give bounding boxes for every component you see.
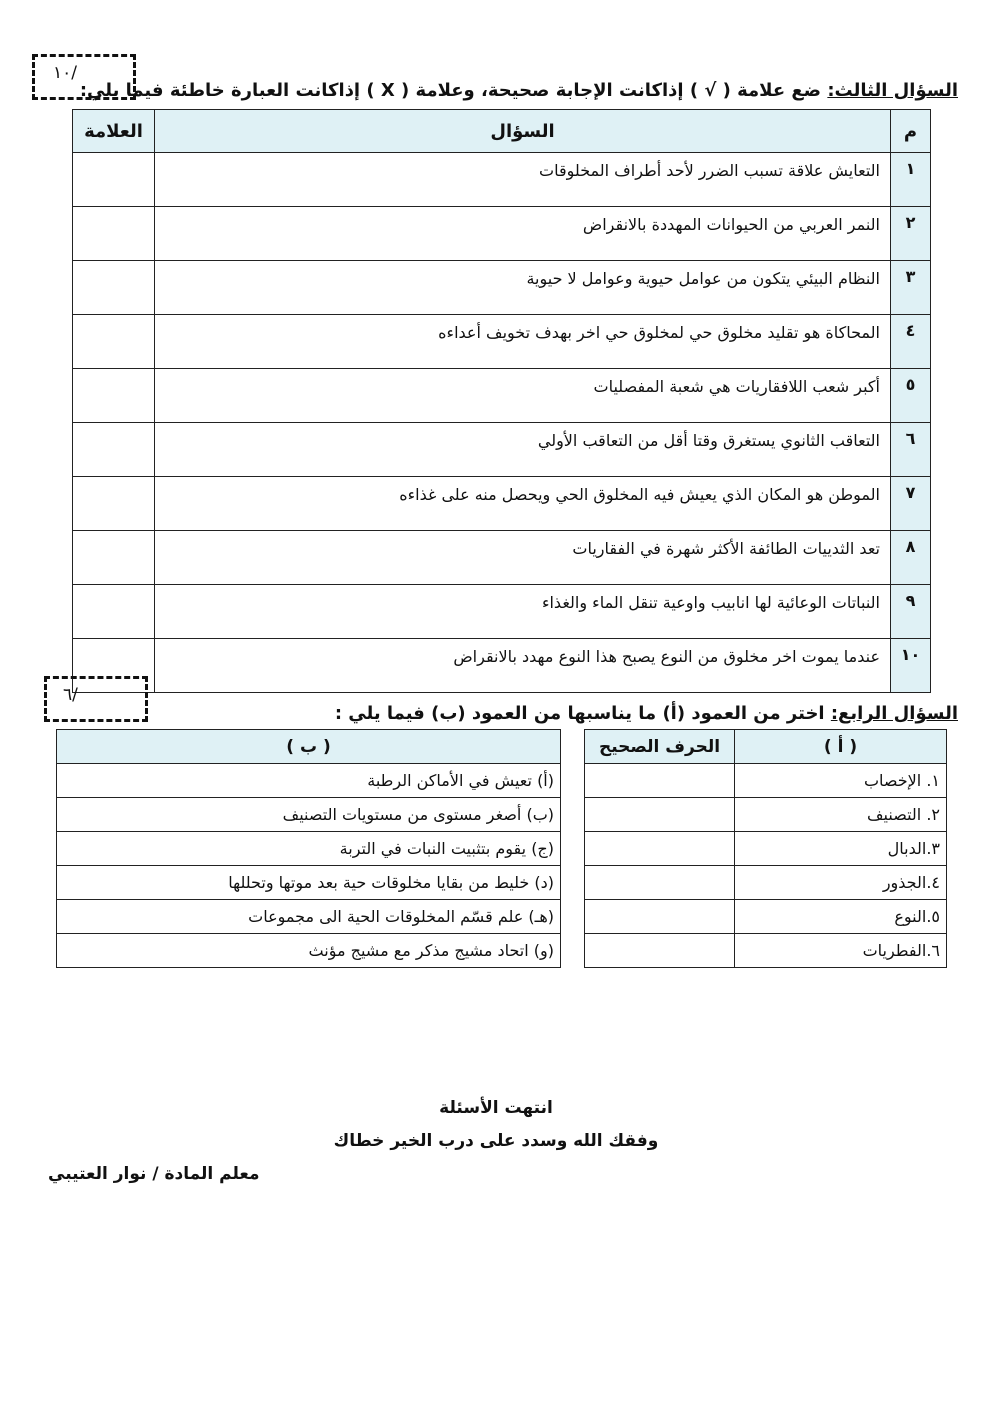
answer-cell[interactable] <box>73 423 155 477</box>
letter-answer-cell[interactable] <box>585 934 735 968</box>
table-row <box>73 585 931 639</box>
col-b-item: (د) خليط من بقايا مخلوقات حية بعد موتها وتحللها <box>57 866 561 900</box>
row-statement: أكبر شعب اللافقاريات هي شعبة المفصليات <box>155 369 891 423</box>
letter-answer-cell[interactable] <box>585 866 735 900</box>
q4-column-a-table <box>584 729 947 968</box>
answer-cell[interactable] <box>73 369 155 423</box>
teacher-signature: معلم المادة / نوار العتيبي <box>48 1164 260 1184</box>
table-row <box>73 477 931 531</box>
table-row <box>585 832 947 866</box>
row-statement: عندما يموت اخر مخلوق من النوع يصبح هذا النوع مهدد بالانقراض <box>155 639 891 693</box>
table-row <box>57 934 561 968</box>
col-a-item: ٥.النوع <box>735 900 947 934</box>
table-row <box>585 798 947 832</box>
col-b-item: (أ) تعيش في الأماكن الرطبة <box>57 764 561 798</box>
table-row <box>57 832 561 866</box>
row-num: ٢ <box>891 207 931 261</box>
letter-answer-cell[interactable] <box>585 832 735 866</box>
table-row <box>73 153 931 207</box>
letter-answer-cell[interactable] <box>585 764 735 798</box>
end-of-questions: انتهت الأسئلة <box>439 1098 553 1118</box>
row-num: ٦ <box>891 423 931 477</box>
col-letter-header: الحرف الصحيح <box>585 730 735 764</box>
row-num: ٧ <box>891 477 931 531</box>
table-row <box>73 315 931 369</box>
table-row <box>73 639 931 693</box>
row-num: ٨ <box>891 531 931 585</box>
row-num: ٩ <box>891 585 931 639</box>
q3-heading-text: ضع علامة ( √ ) إذاكانت الإجابة صحيحة، وعلامة ( X ) إذاكانت العبارة خاطئة فيما يلي: <box>79 80 828 101</box>
col-a-header: ( أ ) <box>735 730 947 764</box>
table-row <box>585 866 947 900</box>
table-row <box>57 764 561 798</box>
answer-cell[interactable] <box>73 531 155 585</box>
row-statement: تعد الثدييات الطائفة الأكثر شهرة في الفقاريات <box>155 531 891 585</box>
row-statement: النمر العربي من الحيوانات المهددة بالانقراض <box>155 207 891 261</box>
q3-heading <box>80 80 958 101</box>
q3-header-mark: العلامة <box>73 110 155 153</box>
row-statement: النظام البيئي يتكون من عوامل حيوية وعوامل لا حيوية <box>155 261 891 315</box>
q3-table <box>72 109 931 693</box>
table-row <box>57 798 561 832</box>
table-row <box>585 934 947 968</box>
table-row <box>585 900 947 934</box>
table-row <box>73 423 931 477</box>
answer-cell[interactable] <box>73 315 155 369</box>
col-a-item: ٣.الدبال <box>735 832 947 866</box>
col-a-item: ٢. التصنيف <box>735 798 947 832</box>
q3-score: ١٠/ <box>53 63 77 83</box>
row-statement: التعاقب الثانوي يستغرق وقتا أقل من التعاقب الأولي <box>155 423 891 477</box>
col-b-item: (و) اتحاد مشيج مذكر مع مشيج مؤنث <box>57 934 561 968</box>
col-a-item: ١. الإخصاب <box>735 764 947 798</box>
col-a-item: ٦.الفطريات <box>735 934 947 968</box>
q4-score-box <box>44 676 148 722</box>
answer-cell[interactable] <box>73 207 155 261</box>
row-statement: النباتات الوعائية لها انابيب واوعية تنقل الماء والغذاء <box>155 585 891 639</box>
letter-answer-cell[interactable] <box>585 798 735 832</box>
row-num: ٣ <box>891 261 931 315</box>
q4-heading-lead: السؤال الرابع: <box>830 703 958 724</box>
q4-column-b-table <box>56 729 561 968</box>
q4-heading <box>335 703 958 724</box>
answer-cell[interactable] <box>73 477 155 531</box>
q3-header-num: م <box>891 110 931 153</box>
col-b-item: (ج) يقوم بتثبيت النبات في التربة <box>57 832 561 866</box>
answer-cell[interactable] <box>73 585 155 639</box>
table-row <box>57 866 561 900</box>
row-num: ٤ <box>891 315 931 369</box>
table-row <box>73 207 931 261</box>
row-num: ١ <box>891 153 931 207</box>
row-statement: المحاكاة هو تقليد مخلوق حي لمخلوق حي اخر بهدف تخويف أعداءه <box>155 315 891 369</box>
table-row <box>73 531 931 585</box>
col-b-item: (ب) أصغر مستوى من مستويات التصنيف <box>57 798 561 832</box>
col-b-header: ( ب ) <box>57 730 561 764</box>
row-num: ٥ <box>891 369 931 423</box>
row-statement: التعايش علاقة تسبب الضرر لأحد أطراف المخلوقات <box>155 153 891 207</box>
wish-line: وفقك الله وسدد على درب الخير خطاك <box>333 1131 659 1151</box>
table-row <box>585 764 947 798</box>
q4-score: ٦/ <box>63 685 78 705</box>
table-row <box>57 900 561 934</box>
row-num: ١٠ <box>891 639 931 693</box>
table-row <box>73 369 931 423</box>
row-statement: الموطن هو المكان الذي يعيش فيه المخلوق الحي ويحصل منه على غذاءه <box>155 477 891 531</box>
letter-answer-cell[interactable] <box>585 900 735 934</box>
q3-heading-lead: السؤال الثالث: <box>827 80 958 101</box>
table-row <box>73 261 931 315</box>
q4-heading-text: اختر من العمود (أ) ما يناسبها من العمود (ب) فيما يلي : <box>334 703 831 724</box>
answer-cell[interactable] <box>73 153 155 207</box>
col-b-item: (هـ) علم قسّم المخلوقات الحية الى مجموعات <box>57 900 561 934</box>
col-a-item: ٤.الجذور <box>735 866 947 900</box>
answer-cell[interactable] <box>73 261 155 315</box>
q3-header-question: السؤال <box>155 110 891 153</box>
